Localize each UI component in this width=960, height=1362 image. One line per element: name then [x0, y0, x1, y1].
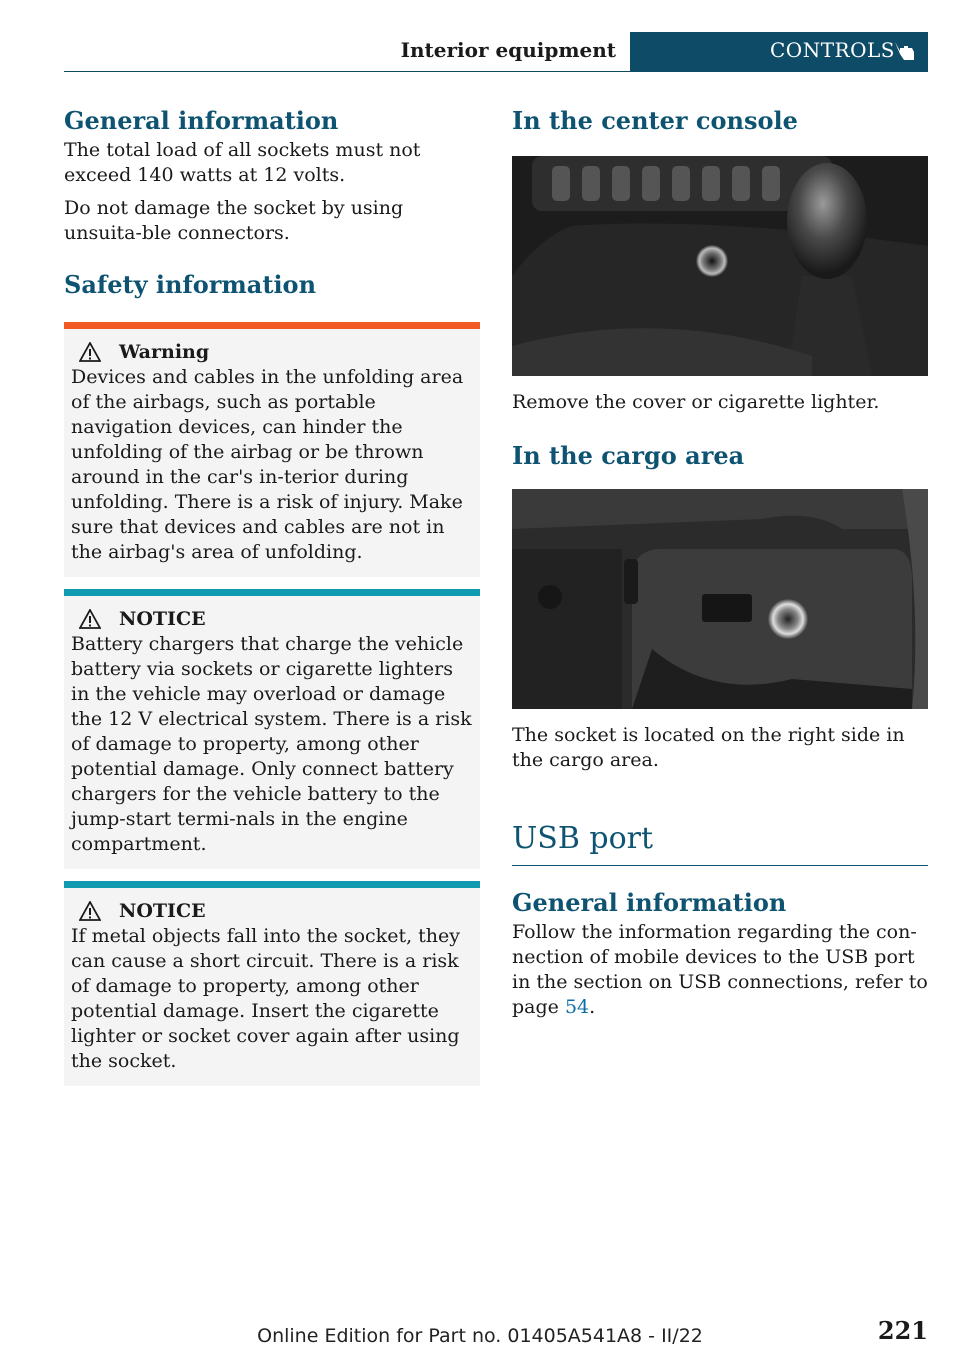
usb-general-information-paragraph [512, 920, 928, 1020]
pointing-hand-icon [892, 40, 918, 68]
notice-box-metal-objects [64, 881, 480, 1086]
cargo-area-caption: The socket is located on the right side in the cargo area. [512, 724, 905, 771]
notice-text: If metal objects fall into the socket, they can cause a short circuit. There is a risk of damage to property, among other potential damage. Insert the cigarette lighter or socket cover again after using the socket. [71, 925, 461, 1072]
warning-box [64, 322, 480, 577]
general-information-paragraph-1: The total load of all sockets must not exceed 140 watts at 12 volts. [64, 139, 421, 186]
safety-information-heading: Safety information [64, 270, 317, 299]
notice-box-battery-chargers [64, 589, 480, 869]
warning-text: Devices and cables in the unfolding area of the airbags, such as portable navigation devices, can hinder the unfolding of the airbag or be thrown around in the car's in‐terior during unfolding. There is a risk of injury. Make sure that devices and cables are not in the airbag's area of unfolding. [71, 366, 464, 563]
header-section-title: Interior equipment [400, 38, 616, 62]
right-column [512, 104, 928, 1020]
warning-triangle-icon [79, 901, 101, 921]
notice-text: Battery chargers that charge the vehicle battery via sockets or cigarette lighters in the vehicle may overload or damage the 12 V electrical system. There is a risk of damage to property, among other potential damage. Only connect battery chargers for the vehicle battery to the jump-start termi‐nals in the engine compartment. [71, 633, 472, 855]
usb-paragraph-end: . [589, 996, 596, 1018]
usb-general-information-heading: General information [512, 888, 787, 917]
edition-footer: Online Edition for Part no. 01405A541A8 - II/22 [257, 1325, 703, 1347]
warning-triangle-icon [79, 609, 101, 629]
cargo-area-heading: In the cargo area [512, 441, 745, 470]
left-column [64, 104, 480, 1086]
center-console-heading: In the center console [512, 106, 798, 135]
general-information-paragraph-2: Do not damage the socket by using unsuita‐ble connectors. [64, 197, 404, 244]
usb-port-heading: USB port [512, 821, 654, 856]
warning-triangle-icon [79, 342, 101, 362]
notice-label: NOTICE [119, 608, 206, 630]
cargo-area-socket-photo [512, 489, 928, 709]
page-header [64, 32, 928, 72]
general-information-heading: General information [64, 106, 339, 135]
usb-paragraph-text: Follow the information regarding the con‐nection of mobile devices to the USB port in the section on USB connections, refer to page [512, 921, 928, 1018]
warning-label: Warning [119, 341, 210, 363]
center-console-caption: Remove the cover or cigarette lighter. [512, 391, 880, 413]
header-chapter-label: CONTROLS [770, 38, 895, 62]
page-reference-link[interactable]: 54 [564, 996, 590, 1018]
notice-label: NOTICE [119, 900, 206, 922]
page-number: 221 [877, 1316, 928, 1345]
usb-port-heading-block [512, 819, 928, 866]
header-chapter-tab [630, 32, 928, 72]
center-console-socket-photo [512, 156, 928, 376]
header-rule [64, 71, 630, 72]
